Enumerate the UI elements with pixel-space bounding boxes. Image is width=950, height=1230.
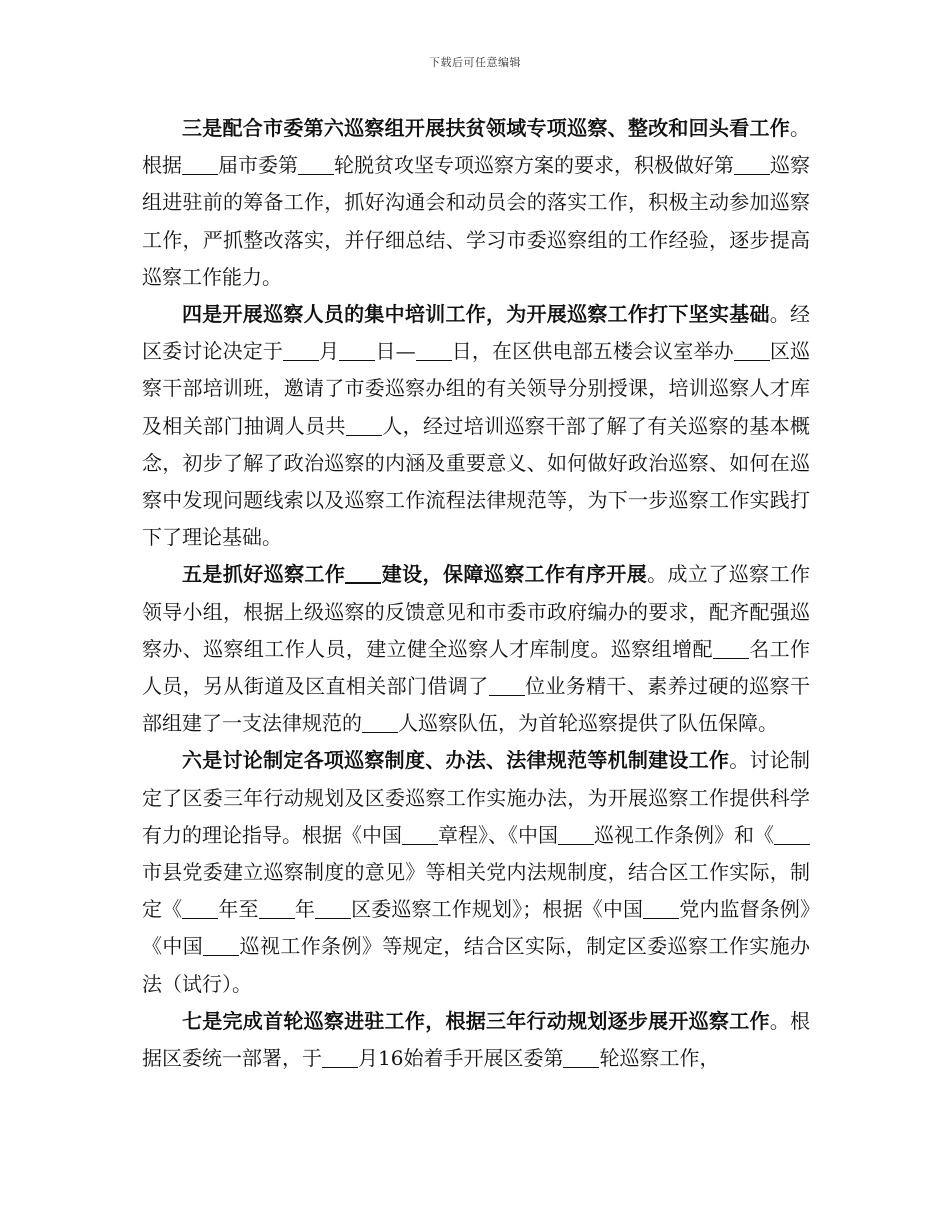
fill-blank bbox=[346, 417, 382, 436]
paragraph-7 bbox=[142, 1003, 810, 1077]
text-segment: 。讨论制定了区委三年行动规划及区委巡察工作实施办法，为开展巡察工作提供科学有力的理论指导。根据《中国 bbox=[142, 748, 811, 847]
text-segment: 轮脱贫攻坚专项巡察方案的要求，积极做好第 bbox=[334, 153, 734, 178]
paragraph-lead: 建设，保障巡察工作有序开展 bbox=[381, 562, 648, 587]
text-segment: 年至 bbox=[218, 897, 259, 922]
text-segment: 。根据区委统一部署，于 bbox=[142, 1008, 811, 1071]
text-segment: 人，经过培训巡察干部了解了有关巡察的基本概念，初步了解了政治巡察的内涵及重要意义、如何做好政治巡察、如何在巡察中发现问题线索以及巡察工作流程法律规范等，为下一步巡察工作实践打下了理论基础。 bbox=[142, 413, 811, 550]
fill-blank bbox=[298, 156, 334, 175]
text-segment: 人巡察队伍，为首轮巡察提供了队伍保障。 bbox=[398, 711, 778, 736]
fill-blank bbox=[283, 342, 319, 361]
text-segment: 党内监督条例》《中国 bbox=[142, 897, 811, 959]
text-segment: 位业务精干、素养过硬的巡察干部组建了一支法律规范的 bbox=[142, 674, 811, 736]
text-segment: 区巡察干部培训班，邀请了市委巡察办组的有关领导分别授课，培训巡察人才库及相关部门抽调人员共 bbox=[142, 339, 811, 438]
fill-blank bbox=[643, 900, 679, 919]
fill-blank bbox=[558, 826, 594, 845]
text-segment: 章程》、《中国 bbox=[438, 822, 558, 847]
fill-blank bbox=[259, 900, 295, 919]
fill-blank bbox=[203, 937, 239, 956]
text-segment: 巡视工作条例》等规定，结合区实际，制定区委巡察工作实施办法（试行）。 bbox=[142, 934, 811, 996]
page-header: 下载后可任意编辑 bbox=[429, 56, 521, 69]
paragraph-lead: 四是开展巡察人员的集中培训工作，为开展巡察工作打下坚实基础 bbox=[182, 302, 770, 327]
fill-blank bbox=[489, 677, 525, 696]
fill-blank bbox=[563, 1049, 599, 1068]
fill-blank bbox=[362, 714, 398, 733]
fill-blank bbox=[322, 1049, 358, 1068]
paragraph-lead: 五是抓好巡察工作 bbox=[182, 562, 346, 587]
fill-blank bbox=[315, 900, 351, 919]
text-segment: 。经区委讨论决定于 bbox=[142, 302, 811, 364]
paragraph-4 bbox=[142, 296, 810, 556]
fill-blank bbox=[182, 900, 218, 919]
text-segment: 名工作人员，另从街道及区直相关部门借调了 bbox=[142, 636, 811, 699]
text-segment: 巡察组进驻前的筹备工作，抓好沟通会和动员会的落实工作，积极主动参加巡察工作，严抓整改落实，并仔细总结、学习市委巡察组的工作经验，逐步提高巡察工作能力。 bbox=[142, 153, 810, 289]
document-body bbox=[142, 110, 810, 1077]
fill-blank bbox=[713, 640, 749, 659]
text-segment: 年 bbox=[294, 897, 315, 922]
fill-blank bbox=[416, 342, 452, 361]
fill-blank bbox=[734, 342, 770, 361]
fill-blank bbox=[774, 826, 810, 845]
paragraph-3 bbox=[142, 110, 810, 296]
text-segment: 日，在区供电部五楼会议室举办 bbox=[451, 339, 734, 364]
paragraph-lead: 七是完成首轮巡察进驻工作，根据三年行动规划逐步展开巡察工作 bbox=[182, 1008, 770, 1033]
text-segment: 日— bbox=[375, 339, 416, 364]
fill-blank bbox=[345, 564, 381, 584]
fill-blank bbox=[182, 156, 218, 175]
paragraph-lead: 六是讨论制定各项巡察制度、办法、法律规范等机制建设工作 bbox=[182, 748, 730, 773]
text-segment: 月16始着手开展区委第 bbox=[358, 1046, 564, 1071]
text-segment: 市县党委建立巡察制度的意见》等相关党内法规制度，结合区工作实际，制定《 bbox=[142, 860, 810, 922]
paragraph-lead: 三是配合市委第六巡察组开展扶贫领域专项巡察、整改和回头看工作 bbox=[182, 116, 790, 140]
text-segment: 轮巡察工作， bbox=[599, 1046, 720, 1071]
text-segment: 届市委第 bbox=[218, 153, 298, 178]
paragraph-6 bbox=[142, 742, 810, 1002]
text-segment: 。根据 bbox=[142, 116, 810, 178]
text-segment: 。成立了巡察工作领导小组，根据上级巡察的反馈意见和市委市政府编办的要求，配齐配强巡察办、巡察组工作人员，建立健全巡察人才库制度。巡察组增配 bbox=[142, 562, 811, 661]
paragraph-5 bbox=[142, 556, 810, 742]
fill-blank bbox=[339, 342, 375, 361]
text-segment: 区委巡察工作规划》；根据《中国 bbox=[350, 897, 644, 922]
text-segment: 月 bbox=[319, 339, 340, 364]
fill-blank bbox=[402, 826, 438, 845]
text-segment: 巡视工作条例》和《 bbox=[594, 822, 774, 847]
fill-blank bbox=[734, 156, 770, 175]
